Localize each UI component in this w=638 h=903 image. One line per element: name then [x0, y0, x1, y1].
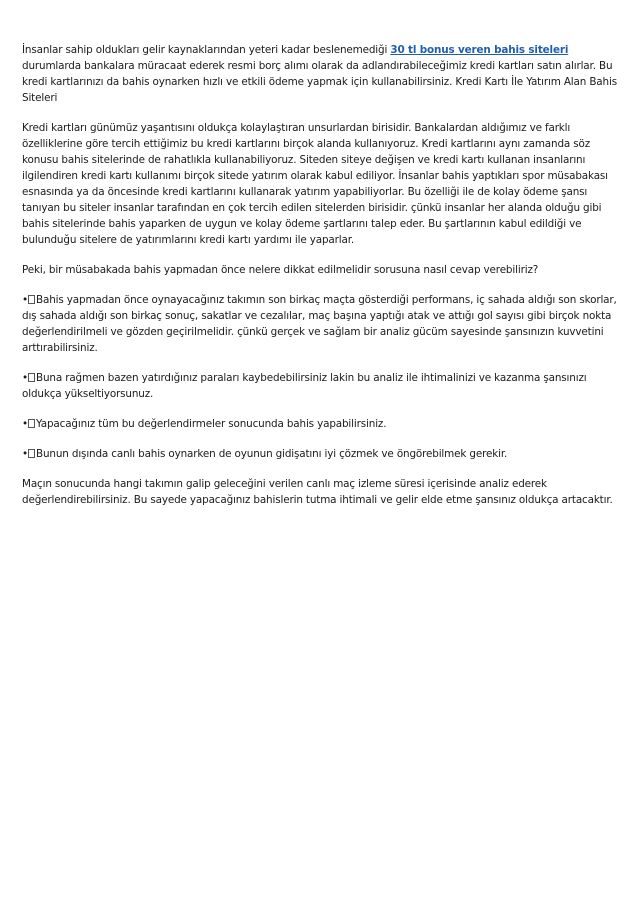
bullet-item	[22, 370, 622, 402]
bullet-text: Bunun dışında canlı bahis oynarken de oyunun gidişatını iyi çözmek ve öngörebilmek gerekir.	[36, 448, 508, 460]
bullet-text: Buna rağmen bazen yatırdığınız paraları kaybedebilirsiniz lakin bu analiz ile ihtimalinizi ve kazanma şansınızı oldukça yükseltiyorsunuz.	[22, 372, 587, 400]
question-paragraph: Peki, bir müsabakada bahis yapmadan önce nelere dikkat edilmelidir sorusuna nasıl cevap verebiliriz?	[22, 264, 539, 276]
bullet-item	[22, 292, 622, 356]
intro-text-before-link: İnsanlar sahip oldukları gelir kaynaklarından yeteri kadar beslenemediği	[22, 44, 391, 56]
missing-glyph-icon	[28, 295, 35, 304]
missing-glyph-icon	[28, 419, 35, 428]
bullet-text: Bahis yapmadan önce oynayacağınız takımın son birkaç maçta gösterdiği performans, iç sahada aldığı son skorlar, dış sahada aldığı son birkaç sonuç, sakatlar ve cezalılar, maç başına yaptığı atak ve attığı gol sayısı gibi birçok nokta değerlendirilmeli ve gözden geçirilmelidir. çünkü gerçek ve sağlam bir analiz gücüm sayesinde şansınızın kuvvetini arttırabilirsiniz.	[22, 294, 617, 354]
bullet-icon: •	[22, 372, 28, 384]
bullet-text: Yapacağınız tüm bu değerlendirmeler sonucunda bahis yapabilirsiniz.	[36, 418, 387, 430]
document-page	[22, 42, 622, 522]
intro-paragraph	[22, 42, 622, 106]
bullet-item	[22, 446, 622, 462]
bullet-item	[22, 416, 622, 432]
bullet-icon: •	[22, 448, 28, 460]
missing-glyph-icon	[28, 373, 35, 382]
credit-card-paragraph: Kredi kartları günümüz yaşantısını oldukça kolaylaştıran unsurlardan birisidir. Bankalardan aldığımız ve farklı özelliklerine göre tercih ettiğimiz bu kredi kartlarını birçok alanda kullanıyoruz. Kredi kartlarını aynı zamanda söz konusu bahis sitelerinde de rahatlıkla kullanabiliyoruz. Siteden siteye değişen ve kredi kartı kullanan insanlarını ilgilendiren kredi kartı kullanımı birçok sitede yatırım olarak kabul ediliyor. İnsanlar bahis yaptıkları spor müsabakası esnasında ya da öncesinde kredi kartlarını kullanarak yatırım yapabiliyorlar. Bu özelliği ile de kolay ödeme şansı tanıyan bu siteler insanlar tarafından en çok tercih edilen sitelerden birisidir. çünkü insanlar her alanda olduğu gibi bahis sitelerinde bahis yaparken de uygun ve kolay ödeme şartlarını talep eder. Bu şartlarının kabul edildiği ve bulunduğu sitelere de yatırımlarını kredi kartı yardımı ile yaparlar.	[22, 122, 608, 246]
intro-text-after-link: durumlarda bankalara müracaat ederek resmi borç alımı olarak da adlandırabileceğimiz kredi kartları satın alırlar. Bu kredi kartlarınızı da bahis oynarken hızlı ve etkili ödeme yapmak için kullanabilirsiniz. Kredi Kartı İle Yatırım Alan Bahis Siteleri	[22, 60, 617, 104]
closing-paragraph: Maçın sonucunda hangi takımın galip geleceğini verilen canlı maç izleme süresi içerisinde analiz ederek değerlendirebilirsiniz. Bu sayede yapacağınız bahislerin tutma ihtimali ve gelir elde etme şansınız oldukça artacaktır.	[22, 478, 613, 506]
bullet-icon: •	[22, 418, 28, 430]
missing-glyph-icon	[28, 449, 35, 458]
bonus-sites-link[interactable]: 30 tl bonus veren bahis siteleri	[390, 44, 569, 56]
bullet-icon: •	[22, 294, 28, 306]
